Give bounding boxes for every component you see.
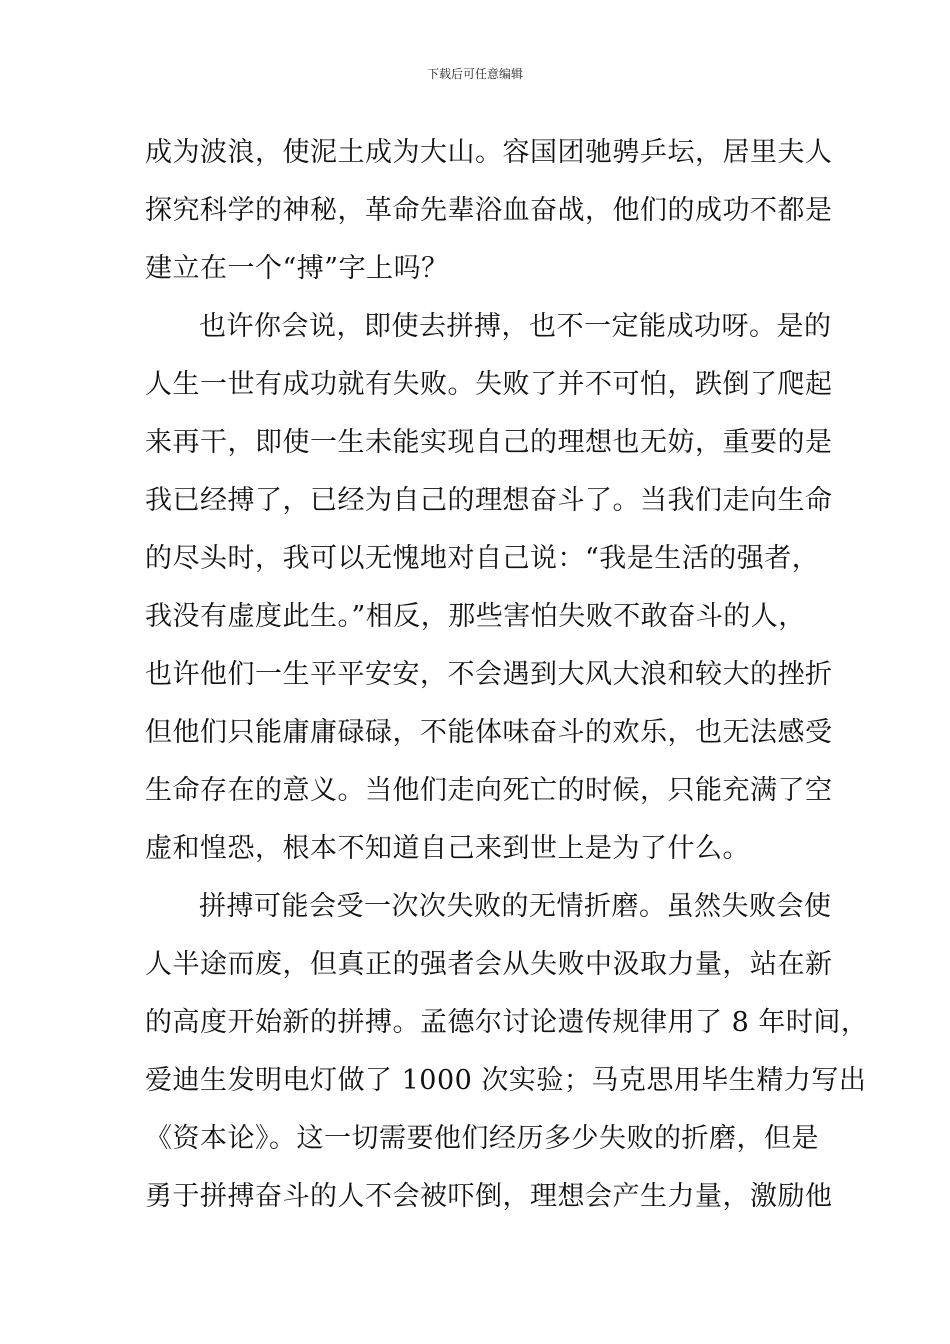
text-line: 虚和惶恐，根本不知道自己来到世上是为了什么。 (145, 833, 750, 864)
text-line: 探究科学的神秘，革命先辈浴血奋战，他们的成功不都是 (145, 195, 833, 226)
paragraph-3 (145, 878, 869, 1226)
paragraph-1 (145, 124, 833, 298)
text-line: 也许他们一生平平安安，不会遇到大风大浪和较大的挫折 (145, 659, 833, 690)
text-line: 勇于拼搏奋斗的人不会被吓倒，理想会产生力量，激励他 (145, 1181, 833, 1212)
text-line: 建立在一个“搏”字上吗？ (145, 253, 449, 284)
text-line: 我没有虚度此生。”相反，那些害怕失败不敢奋斗的人， (145, 601, 806, 632)
text-line: 人生一世有成功就有失败。失败了并不可怕，跌倒了爬起 (145, 369, 833, 400)
text-line: 来再干，即使一生未能实现自己的理想也无妨，重要的是 (145, 427, 833, 458)
text-line: 的高度开始新的拼搏。孟德尔讨论遗传规律用了 8 年时间， (145, 1007, 869, 1038)
text-line: 《资本论》。这一切需要他们经历多少失败的折磨，但是 (145, 1123, 819, 1154)
text-line: 爱迪生发明电灯做了 1000 次实验；马克思用毕生精力写出 (145, 1065, 867, 1096)
text-line: 人半途而废，但真正的强者会从失败中汲取力量，站在新 (145, 949, 833, 980)
text-line: 的尽头时，我可以无愧地对自己说：“我是生活的强者， (145, 543, 820, 574)
text-line: 拼搏可能会受一次次失败的无情折磨。虽然失败会使 (199, 891, 832, 922)
text-line: 成为波浪，使泥土成为大山。容国团驰骋乒坛，居里夫人 (145, 137, 833, 168)
text-line: 我已经搏了，已经为自己的理想奋斗了。当我们走向生命 (145, 485, 833, 516)
text-line: 也许你会说，即使去拼搏，也不一定能成功呀。是的 (199, 311, 832, 342)
document-body (145, 124, 869, 1226)
page-header: 下载后可任意编辑 (426, 67, 523, 81)
paragraph-2 (145, 298, 833, 878)
text-line: 但他们只能庸庸碌碌，不能体味奋斗的欢乐，也无法感受 (145, 717, 833, 748)
text-line: 生命存在的意义。当他们走向死亡的时候，只能充满了空 (145, 775, 833, 806)
